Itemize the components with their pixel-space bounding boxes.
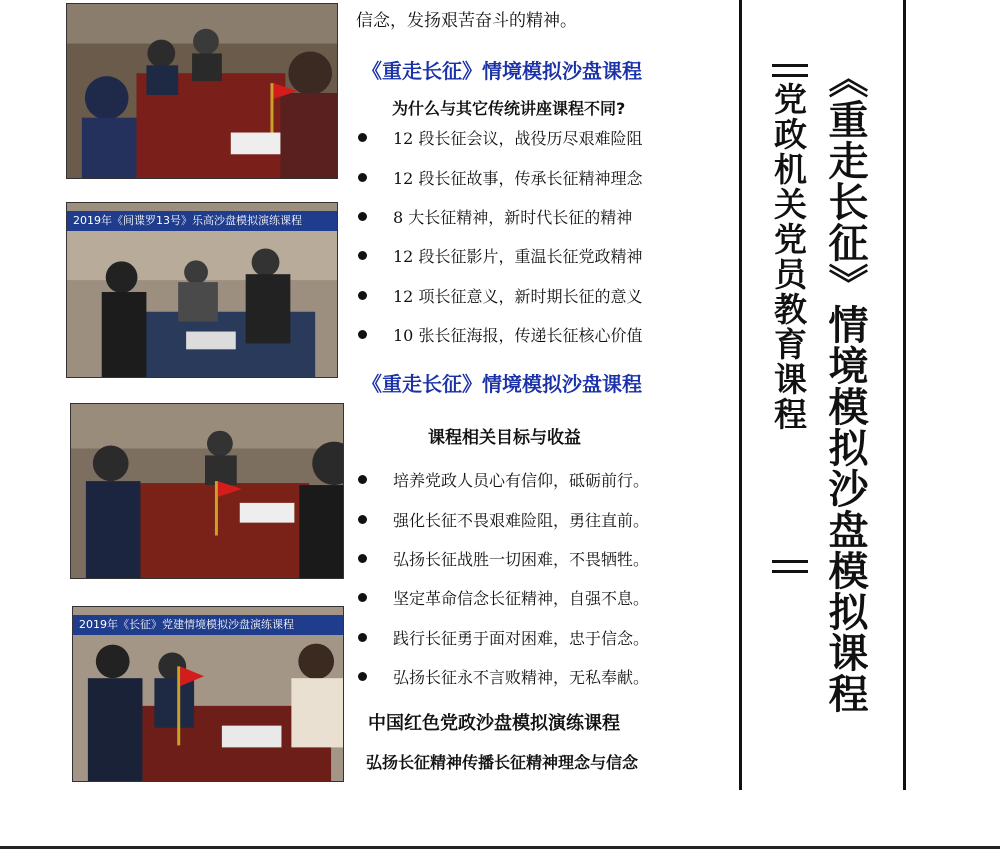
dash-decoration	[772, 74, 808, 77]
bullet-icon	[358, 672, 367, 681]
photo-4-banner: 2019年《长征》党建情境模拟沙盘演练课程	[73, 615, 343, 635]
bullet-icon	[358, 515, 367, 524]
list-item: 弘扬长征永不言败精神，无私奉献。	[358, 657, 649, 696]
dash-decoration	[772, 560, 808, 563]
bullet-icon	[358, 554, 367, 563]
vertical-sub-title: 党政机关党员教育课程	[769, 82, 808, 432]
section1-heading: 《重走长征》情境模拟沙盘课程	[362, 59, 642, 83]
bullet-icon	[358, 593, 367, 602]
training-photo-4	[72, 606, 344, 782]
dash-decoration	[772, 570, 808, 573]
dash-decoration	[772, 64, 808, 67]
bullet-icon	[358, 475, 367, 484]
bullet-icon	[358, 212, 367, 221]
bullet-icon	[358, 291, 367, 300]
list-item: 8 大长征精神，新时代长征的精神	[358, 197, 642, 236]
photo-3-image	[71, 404, 343, 578]
footer-title: 中国红色党政沙盘模拟演练课程	[368, 713, 620, 734]
bullet-icon	[358, 330, 367, 339]
vertical-main-title: 《重走长征》情境模拟沙盘模拟课程	[822, 58, 868, 714]
section2-list	[358, 460, 649, 696]
photo-2-banner: 2019年《间谍罗13号》乐高沙盘模拟演练课程	[67, 211, 337, 231]
divider-line-left	[739, 0, 742, 790]
training-photo-2	[66, 202, 338, 378]
list-item: 12 项长征意义，新时期长征的意义	[358, 276, 642, 315]
section2-heading: 《重走长征》情境模拟沙盘课程	[362, 372, 642, 396]
list-item: 强化长征不畏艰难险阻，勇往直前。	[358, 499, 649, 538]
bullet-icon	[358, 173, 367, 182]
list-item: 10 张长征海报，传递长征核心价值	[358, 315, 642, 354]
bullet-icon	[358, 251, 367, 260]
section1-subheading: 为什么与其它传统讲座课程不同?	[392, 99, 626, 118]
list-item: 12 段长征故事，传承长征精神理念	[358, 157, 642, 196]
bullet-icon	[358, 633, 367, 642]
list-item: 培养党政人员心有信仰，砥砺前行。	[358, 460, 649, 499]
training-photo-3	[70, 403, 344, 579]
section1-list	[358, 118, 642, 354]
list-item: 12 段长征会议，战役历尽艰难险阻	[358, 118, 642, 157]
list-item: 践行长征勇于面对困难，忠于信念。	[358, 618, 649, 657]
list-item: 弘扬长征战胜一切困难，不畏牺牲。	[358, 539, 649, 578]
section2-subheading: 课程相关目标与收益	[428, 428, 581, 448]
training-photo-1	[66, 3, 338, 179]
divider-line-right	[903, 0, 906, 790]
footer-subtitle: 弘扬长征精神传播长征精神理念与信念	[366, 753, 639, 772]
intro-text: 信念，发扬艰苦奋斗的精神。	[356, 11, 577, 31]
bottom-rule	[0, 846, 1000, 849]
bullet-icon	[358, 133, 367, 142]
list-item: 12 段长征影片，重温长征党政精神	[358, 236, 642, 275]
list-item: 坚定革命信念长征精神，自强不息。	[358, 578, 649, 617]
photo-1-image	[67, 4, 337, 178]
